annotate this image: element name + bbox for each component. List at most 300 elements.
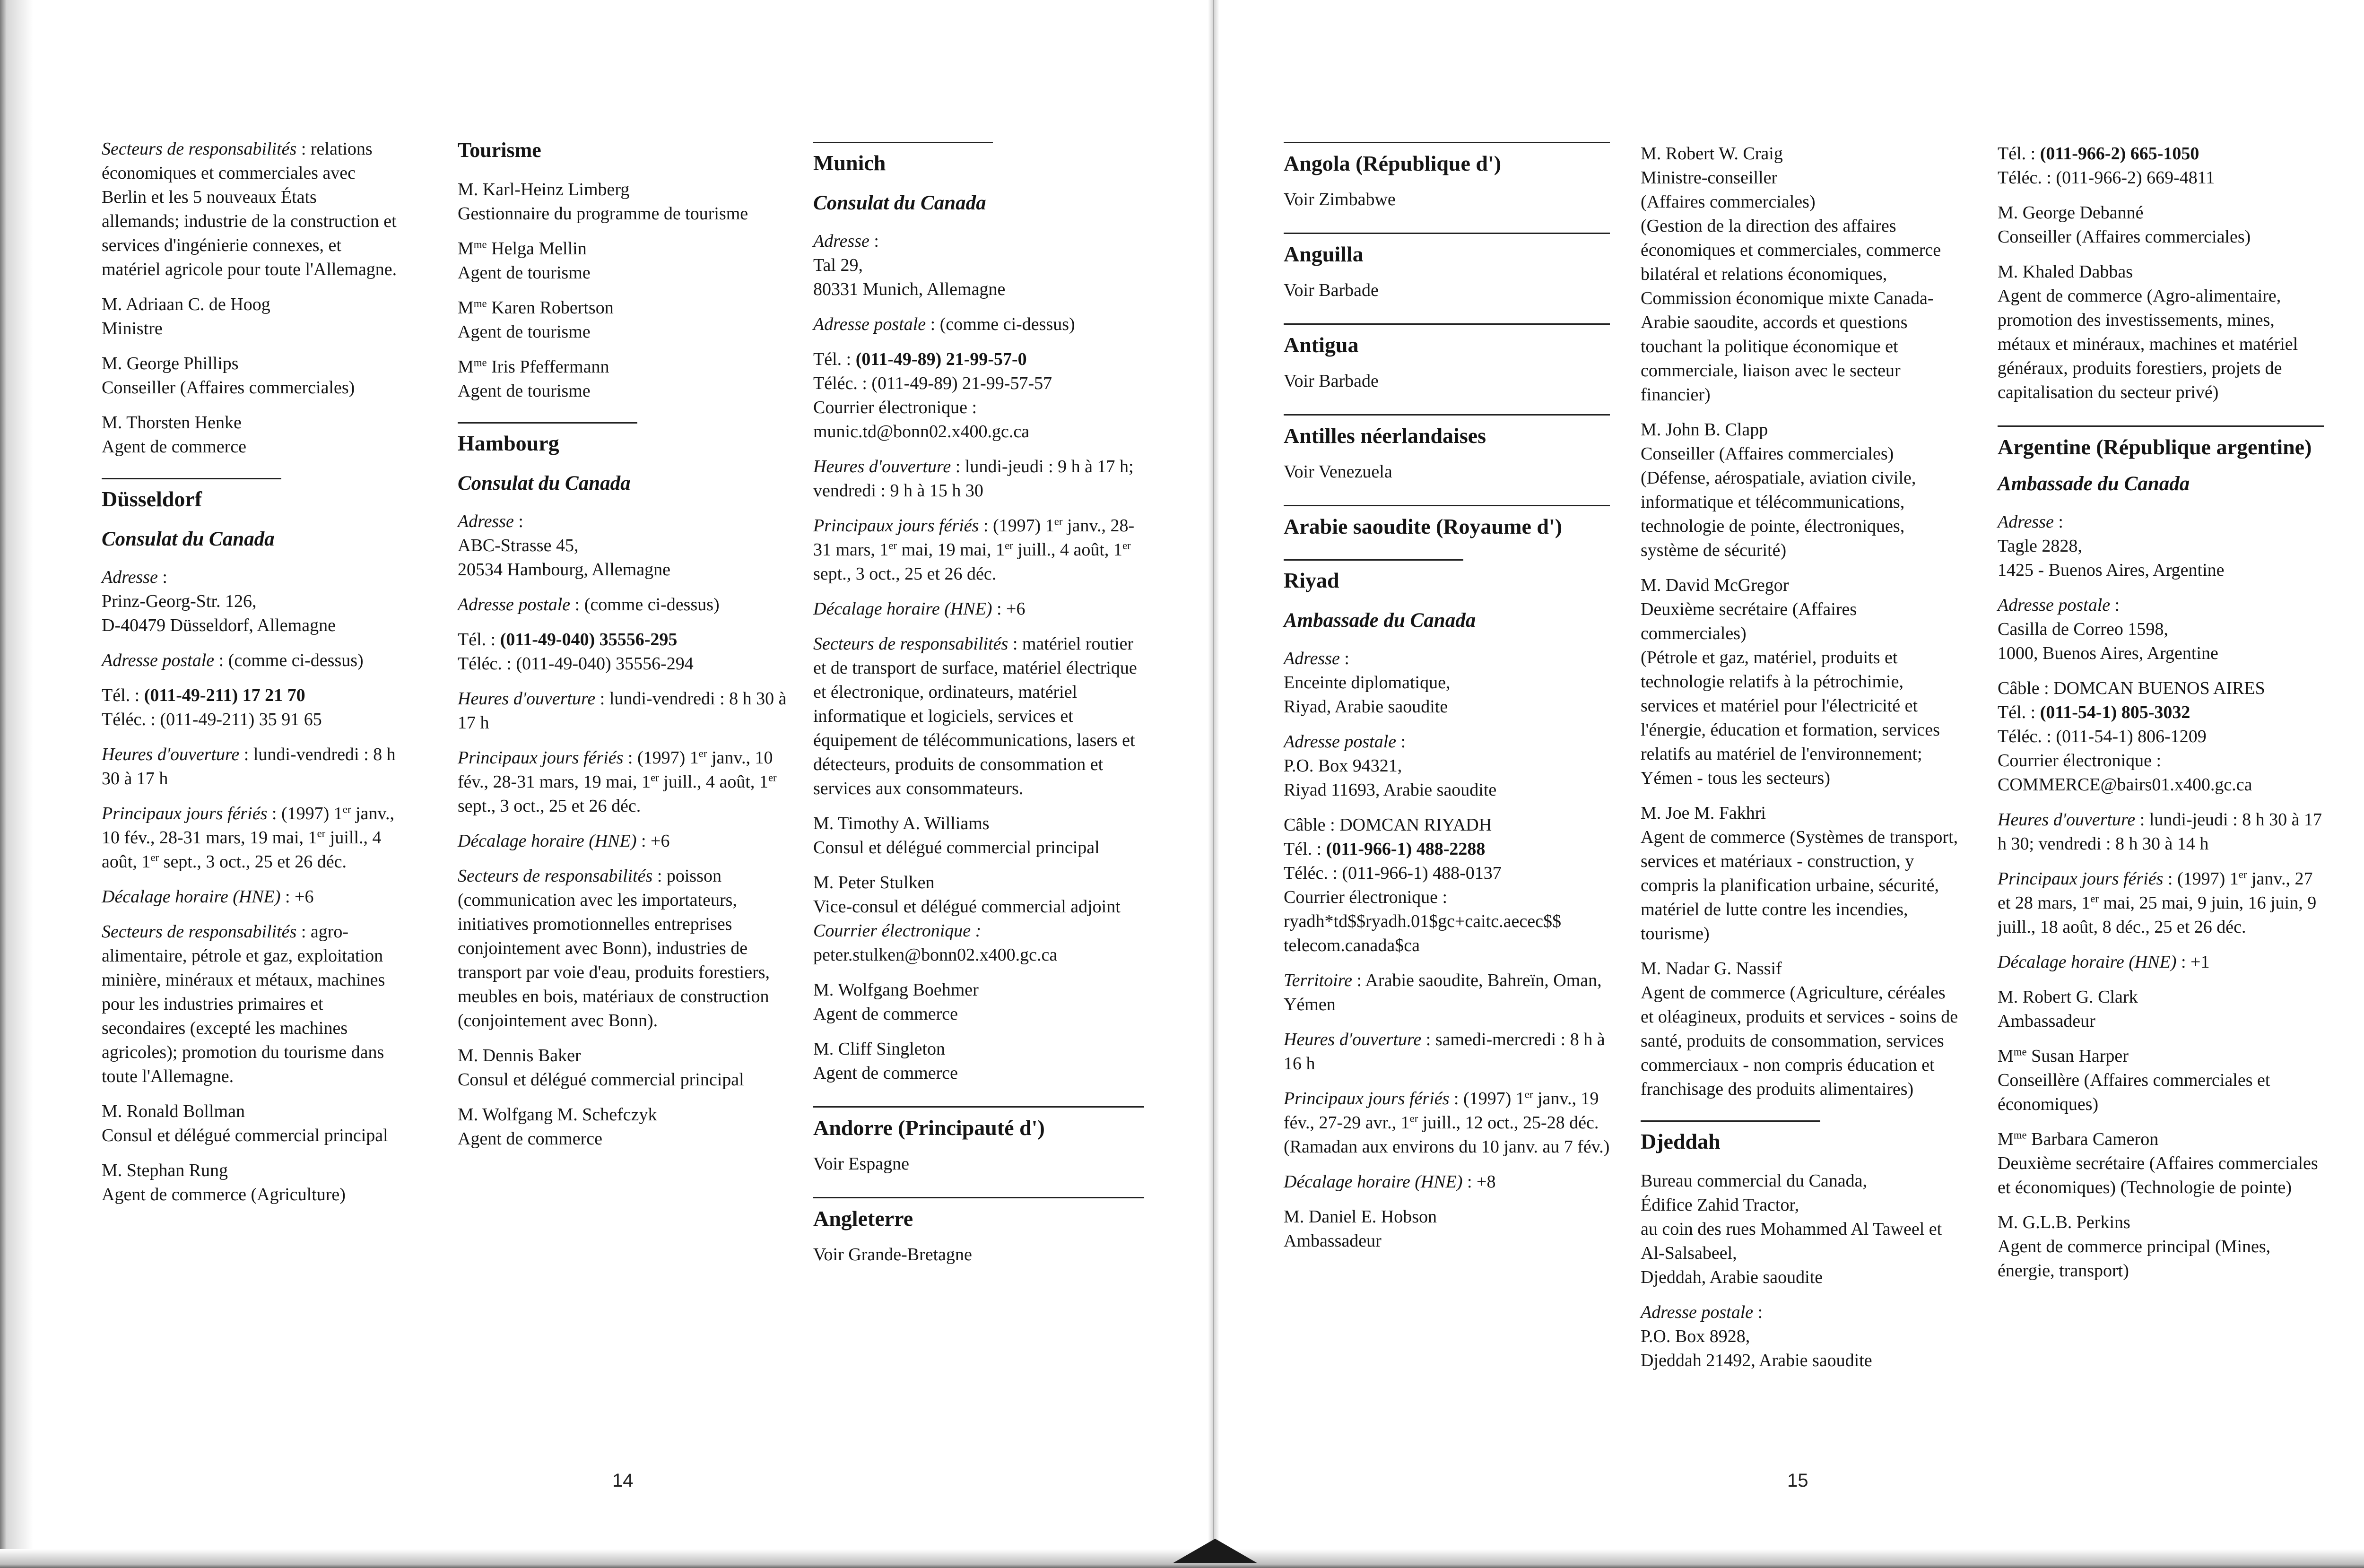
field-text: : +1 [2176, 952, 2210, 972]
field-label: Heures d'ouverture [1284, 1030, 1422, 1049]
superscript: me [473, 238, 487, 251]
field-text: : poisson (communication avec les importateurs, initiatives promotionnelles entreprises conjointement avec Bonn), industries de transport par voie d'eau, produits forestiers, meubles en bois, matériaux de construction (conjointement avec Bonn). [458, 866, 770, 1031]
contact-title: Agent de tourisme [458, 381, 591, 401]
column-2 [458, 137, 789, 1162]
field-text: : +8 [1462, 1172, 1496, 1192]
contact-name: M. Daniel E. Hobson [1284, 1207, 1437, 1227]
email-label: Courrier électronique : [813, 921, 982, 941]
hours-block [458, 687, 789, 735]
responsibilities-paragraph [813, 632, 1144, 801]
contact-entry [458, 1044, 789, 1092]
holidays-block [1998, 867, 2324, 939]
phone-number: (011-49-211) 17 21 70 [144, 685, 305, 705]
contact-name: M. Adriaan C. de Hoog [102, 295, 270, 314]
contact-title: Agent de commerce [813, 1063, 958, 1083]
contact-entry [1998, 1211, 2324, 1283]
office-heading: Ambassade du Canada [1998, 473, 2190, 495]
country-rule [813, 1197, 1144, 1198]
address-line: Casilla de Correo 1598, [1998, 619, 2168, 639]
country-heading: Antilles néerlandaises [1284, 424, 1486, 448]
field-label: Adresse postale [102, 650, 215, 670]
field-text: : (1997) 1 [267, 804, 343, 823]
address-line: Tagle 2828, [1998, 536, 2082, 556]
contact-description: Agent de commerce (Agro-alimentaire, promotion des investissements, mines, métaux et minéraux, machines et matériel généraux, produits forestiers, projets de capitalisation du secteur privé) [1998, 286, 2298, 402]
address-block: Adresse : Prinz-Georg-Str. 126, D-40479 Düsseldorf, Allemagne [102, 567, 336, 635]
field-text: janv., 19 fév., 27-29 avr., 1 [1284, 1089, 1599, 1133]
phone-number: (011-49-89) 21-99-57-0 [855, 349, 1027, 369]
cross-reference: Voir Venezuela [1284, 462, 1392, 482]
superscript: er [2238, 868, 2247, 881]
section-rule [1284, 559, 1463, 561]
holidays-block [813, 514, 1144, 586]
contact-name: M. Robert W. Craig [1641, 144, 1783, 164]
cable-address: Câble : DOMCAN RIYADH [1284, 815, 1492, 835]
contact-title: Ministre-conseiller [1641, 168, 1778, 188]
field-label: Adresse postale [1641, 1302, 1754, 1322]
office-heading: Consulat du Canada [102, 528, 275, 550]
holidays-block [458, 746, 789, 818]
field-label: Adresse [102, 567, 158, 587]
contact-name: M. Thorsten Henke [102, 413, 242, 433]
contact-title: Vice-consul et délégué commercial adjoint [813, 897, 1121, 917]
fax-number: Téléc. : (011-49-040) 35556-294 [458, 654, 694, 674]
contact-title: Deuxième secrétaire (Affaires commerciales) [1641, 599, 1857, 643]
country-heading: Andorre (Principauté d') [813, 1116, 1045, 1140]
contact-name: M. Joe M. Fakhri [1641, 803, 1766, 823]
field-text: : relations économiques et commerciales avec Berlin et les 5 nouveaux États allemands; industrie de la construction et services d'ingénierie connexes, et matériel agricole pour toute l'Allemagne. [102, 139, 397, 279]
contact-description: (Pétrole et gaz, matériel, produits et technologie relatifs à la pétrochimie, services et matériel pour l'électricité et l'énergie, éducation et formation, services relatifs au matériel de l'environnement; Yémen - tous les secteurs) [1641, 648, 1940, 788]
superscript: me [473, 356, 487, 369]
superscript: er [1005, 539, 1013, 552]
address-line: 1425 - Buenos Aires, Argentine [1998, 560, 2225, 580]
superscript: er [1524, 1088, 1533, 1100]
section-rule [813, 142, 993, 143]
contact-title: Agent de commerce [458, 1129, 602, 1149]
field-label: Principaux jours fériés [1998, 869, 2164, 889]
field-text: : +6 [636, 831, 670, 851]
contact-entry [1998, 1044, 2324, 1117]
field-text: : (1997) 1 [2163, 869, 2239, 889]
email-address: peter.stulken@bonn02.x400.gc.ca [813, 945, 1058, 965]
superscript: me [2013, 1129, 2027, 1141]
address-line: P.O. Box 94321, [1284, 756, 1402, 776]
phone-block [1998, 676, 2324, 797]
phone-block [1998, 142, 2324, 190]
address-line: Prinz-Georg-Str. 126, [102, 591, 257, 611]
contact-entry [102, 352, 397, 400]
contact-name: M. George Debanné [1998, 203, 2144, 223]
column-4 [1284, 142, 1610, 1264]
cross-reference: Voir Grande-Bretagne [813, 1245, 972, 1265]
contact-title: Agent de commerce [102, 437, 246, 457]
city-heading: Riyad [1284, 568, 1339, 592]
field-text: janv., 27 et 28 mars, 1 [1998, 869, 2313, 913]
contact-name: M. Karl-Heinz Limberg [458, 180, 630, 199]
field-text: janv., 28-31 mars, 1 [813, 516, 1135, 560]
address-line: Riyad, Arabie saoudite [1284, 697, 1448, 717]
superscript: me [2013, 1046, 2027, 1058]
contact-name: M. Ronald Bollman [102, 1101, 245, 1121]
city-heading: Djeddah [1641, 1129, 1721, 1153]
page-number: 15 [1787, 1470, 1808, 1491]
superscript: er [888, 539, 897, 552]
contact-name: M. John B. Clapp [1641, 420, 1768, 440]
contact-entry [458, 355, 789, 403]
field-text: : +6 [992, 599, 1026, 619]
contact-title: Consul et délégué commercial principal [813, 838, 1100, 858]
address-line: Enceinte diplomatique, [1284, 673, 1451, 693]
country-heading: Angleterre [813, 1206, 913, 1230]
phone-label: Tél. : [813, 349, 856, 369]
honorific: M [1998, 1046, 2014, 1066]
contact-entry [458, 296, 789, 344]
section-heading: Tourisme [458, 139, 541, 162]
contact-title: Deuxième secrétaire (Affaires commerciales et économiques) (Technologie de pointe) [1998, 1153, 2318, 1197]
timezone-block [102, 885, 397, 909]
contact-entry [102, 1159, 397, 1207]
phone-label: Tél. : [458, 630, 500, 650]
contact-entry [1641, 573, 1962, 790]
contact-name: M. Wolfgang M. Schefczyk [458, 1105, 657, 1125]
address-line: 80331 Munich, Allemagne [813, 279, 1006, 299]
country-rule [1284, 233, 1610, 234]
contact-name: Helga Mellin [487, 239, 587, 259]
fax-number: Téléc. : (011-54-1) 806-1209 [1998, 727, 2207, 746]
timezone-block [1284, 1170, 1610, 1194]
field-text: juill., 12 oct., 25-28 déc. (Ramadan aux environs du 10 janv. au 7 fév.) [1284, 1113, 1610, 1157]
field-label: Heures d'ouverture [102, 745, 240, 764]
field-label: Décalage horaire (HNE) [1998, 952, 2177, 972]
field-text: sept., 3 oct., 25 et 26 déc. [813, 564, 997, 584]
field-label: Secteurs de responsabilités [458, 866, 653, 886]
contact-description: Agent de commerce (Systèmes de transport, services et matériaux - construction, y compris la planification urbaine, sécurité, matériel de lutte contre les incendies, tourisme) [1641, 827, 1958, 944]
postal-address: Adresse postale : P.O. Box 8928, Djeddah 21492, Arabie saoudite [1641, 1302, 1872, 1370]
country-rule [813, 1106, 1144, 1108]
column-1 [102, 137, 397, 1218]
phone-number: (011-49-040) 35556-295 [500, 630, 678, 650]
contact-entry [1998, 985, 2324, 1033]
fax-number: Téléc. : (011-49-89) 21-99-57-57 [813, 373, 1052, 393]
field-text: janv., 10 fév., 28-31 mars, 19 mai, 1 [102, 804, 394, 848]
field-text: : lundi-jeudi : 8 h 30 à 17 h 30; vendredi : 8 h 30 à 14 h [1998, 810, 2322, 854]
address-line: Djeddah, Arabie saoudite [1641, 1267, 1823, 1287]
contact-entry [1641, 801, 1962, 946]
postal-address [102, 649, 397, 673]
contact-name: M. Peter Stulken [813, 873, 935, 892]
address-line: au coin des rues Mohammed Al Taweel et Al-Salsabeel, [1641, 1219, 1942, 1263]
address-line: ABC-Strasse 45, [458, 536, 579, 555]
contact-entry [813, 978, 1144, 1026]
address-line: 20534 Hambourg, Allemagne [458, 560, 670, 580]
superscript: er [342, 803, 351, 815]
contact-name: M. George Phillips [102, 354, 239, 373]
phone-number: (011-54-1) 805-3032 [2040, 702, 2190, 722]
field-label: Adresse postale [1284, 732, 1397, 752]
contact-name: Iris Pfeffermann [487, 357, 609, 377]
address-block: Adresse : ABC-Strasse 45, 20534 Hambourg, Allemagne [458, 511, 670, 580]
superscript: er [1054, 515, 1063, 528]
contact-title: Ministre [102, 319, 163, 338]
contact-entry [1998, 260, 2324, 405]
field-label: Secteurs de responsabilités [102, 139, 297, 159]
email-label: Courrier électronique : [813, 398, 977, 417]
fax-number: Téléc. : (011-49-211) 35 91 65 [102, 710, 322, 729]
superscript: er [317, 827, 326, 840]
contact-entry [458, 237, 789, 285]
contact-entry [1641, 957, 1962, 1101]
superscript: er [1122, 539, 1131, 552]
city-heading: Düsseldorf [102, 487, 202, 511]
cross-reference: Voir Barbade [1284, 371, 1379, 391]
field-label: Heures d'ouverture [458, 689, 596, 709]
contact-title: Agent de tourisme [458, 322, 591, 342]
superscript: er [2090, 892, 2099, 905]
section-rule [1641, 1120, 1820, 1122]
field-label: Heures d'ouverture [813, 457, 951, 476]
city-heading: Munich [813, 151, 886, 175]
contact-name: M. Dennis Baker [458, 1046, 581, 1066]
field-text: juill., 4 août, 1 [102, 828, 382, 872]
email-label: Courrier électronique : [1284, 887, 1448, 907]
country-rule [1284, 142, 1610, 143]
country-rule [1284, 414, 1610, 416]
country-heading: Angola (République d') [1284, 151, 1502, 175]
field-label: Décalage horaire (HNE) [1284, 1172, 1463, 1192]
country-rule [1998, 425, 2324, 427]
contact-title: Ambassadeur [1284, 1231, 1382, 1251]
hours-block [1284, 1028, 1610, 1076]
contact-entry [458, 1103, 789, 1151]
field-label: Adresse [458, 511, 514, 531]
field-text: : agro-alimentaire, pétrole et gaz, exploitation minière, minéraux et métaux, machines pour les industries primaires et secondaires (excepté les machines agricoles); promotion du tourisme dans toute l'Allemagne. [102, 922, 385, 1086]
contact-title: Consul et délégué commercial principal [458, 1070, 744, 1090]
field-label: Principaux jours fériés [1284, 1089, 1450, 1109]
contact-entry [813, 812, 1144, 860]
field-text: : (1997) 1 [1449, 1089, 1525, 1109]
contact-entry [813, 1037, 1144, 1085]
field-text: : (1997) 1 [623, 748, 699, 768]
page-number: 14 [612, 1470, 634, 1491]
phone-number: (011-966-1) 488-2288 [1326, 839, 1486, 859]
field-label: Décalage horaire (HNE) [458, 831, 637, 851]
contact-name: M. Stephan Rung [102, 1161, 228, 1180]
cross-reference: Voir Barbade [1284, 280, 1379, 300]
field-text: juill., 4 août, 1 [1013, 540, 1122, 560]
field-text: mai, 25 mai, 9 juin, 16 juin, 9 juill., 18 août, 8 déc., 25 et 26 déc. [1998, 893, 2317, 937]
contact-entry [1284, 1205, 1610, 1253]
address-line: D-40479 Düsseldorf, Allemagne [102, 615, 336, 635]
address-block: Adresse : Enceinte diplomatique, Riyad, Arabie saoudite [1284, 649, 1451, 717]
territory-block [1284, 969, 1610, 1017]
email-label: Courrier électronique : [1998, 751, 2162, 771]
office-heading: Ambassade du Canada [1284, 609, 1476, 632]
contact-entry [1641, 142, 1962, 407]
book-gutter [1208, 0, 1219, 1568]
contact-entry [102, 411, 397, 459]
field-text: : +6 [280, 887, 314, 907]
contact-title: Agent de commerce [813, 1004, 958, 1024]
field-label: Décalage horaire (HNE) [813, 599, 992, 619]
superscript: er [651, 771, 659, 784]
contact-entry [1641, 418, 1962, 563]
field-label: Adresse postale [458, 595, 571, 615]
superscript: me [473, 297, 487, 310]
field-text: sept., 3 oct., 25 et 26 déc. [458, 796, 641, 816]
postal-address [813, 312, 1144, 337]
contact-name: M. Nadar G. Nassif [1641, 959, 1782, 979]
address-line: P.O. Box 8928, [1641, 1326, 1750, 1346]
address-block: Adresse : Tal 29, 80331 Munich, Allemagne [813, 231, 1006, 299]
contact-description: (Défense, aérospatiale, aviation civile, informatique et télécommunications, technologie de pointe, électroniques, système de sécurité) [1641, 468, 1916, 560]
phone-label: Tél. : [102, 685, 144, 705]
contact-description: Agent de commerce (Agriculture, céréales et oléagineux, produits et services - soins de santé, produits de consommation, services commerciaux - non compris éducation et franchisage des produits alimentaires) [1641, 983, 1958, 1099]
superscript: er [1409, 1112, 1418, 1125]
timezone-block [458, 829, 789, 853]
contact-title: Conseiller (Affaires commerciales) [1998, 227, 2251, 247]
field-text: : (comme ci-dessus) [570, 595, 720, 615]
contact-title: Gestionnaire du programme de tourisme [458, 204, 748, 224]
contact-entry [813, 871, 1144, 967]
address-line: Riyad 11693, Arabie saoudite [1284, 780, 1497, 800]
responsibilities-paragraph [102, 137, 397, 282]
hours-block [813, 455, 1144, 503]
contact-title: Conseiller (Affaires commerciales) [102, 378, 355, 398]
fax-number: Téléc. : (011-966-1) 488-0137 [1284, 863, 1502, 883]
field-text: sept., 3 oct., 25 et 26 déc. [159, 852, 347, 872]
city-heading: Hambourg [458, 431, 559, 455]
honorific: M [458, 298, 474, 318]
contact-name: Barbara Cameron [2026, 1129, 2159, 1149]
holidays-block [102, 802, 397, 874]
phone-label: Tél. : [1284, 839, 1326, 859]
contact-name: M. David McGregor [1641, 575, 1789, 595]
contact-entry [1998, 1127, 2324, 1200]
phone-block [1284, 813, 1610, 958]
field-label: Adresse [1998, 512, 2054, 532]
office-heading: Consulat du Canada [813, 192, 986, 214]
field-text: : lundi-jeudi : 9 h à 17 h; vendredi : 9 h à 15 h 30 [813, 457, 1134, 501]
superscript: er [768, 771, 777, 784]
field-text: : samedi-mercredi : 8 h à 16 h [1284, 1030, 1605, 1074]
honorific: M [1998, 1129, 2014, 1149]
honorific: M [458, 357, 474, 377]
address-line: Édifice Zahid Tractor, [1641, 1195, 1799, 1215]
field-text: : (1997) 1 [979, 516, 1054, 536]
responsibilities-paragraph [458, 864, 789, 1033]
spine-clip-icon [1173, 1535, 1258, 1563]
field-label: Adresse [813, 231, 869, 251]
field-text: : (comme ci-dessus) [214, 650, 364, 670]
superscript: er [698, 747, 707, 760]
field-text: : matériel routier et de transport de surface, matériel électrique et électronique, ordinateurs, matériel informatique et logiciels, services et équipement de télécommunications, lasers et détecteurs, produits de consommation et services aux consommateurs. [813, 634, 1137, 798]
field-label: Adresse postale [813, 314, 926, 334]
contact-title: (Affaires commerciales) [1641, 192, 1816, 212]
column-5 [1641, 142, 1962, 1384]
field-label: Secteurs de responsabilités [813, 634, 1008, 654]
phone-block [102, 684, 397, 732]
honorific: M [458, 239, 474, 259]
fax-number: Téléc. : (011-966-2) 669-4811 [1998, 168, 2215, 188]
field-label: Secteurs de responsabilités [102, 922, 297, 942]
field-label: Heures d'ouverture [1998, 810, 2136, 830]
field-text: : lundi-vendredi : 8 h 30 à 17 h [458, 689, 787, 733]
postal-address: Adresse postale : P.O. Box 94321, Riyad 11693, Arabie saoudite [1284, 732, 1497, 800]
cross-reference: Voir Zimbabwe [1284, 190, 1396, 209]
office-address [1641, 1169, 1962, 1290]
field-text: mai, 19 mai, 1 [897, 540, 1005, 560]
section-rule [102, 478, 281, 479]
email-address: ryadh*td$$ryadh.01$gc+caitc.aecec$$ [1284, 911, 1561, 931]
country-heading: Arabie saoudite (Royaume d') [1284, 514, 1563, 538]
field-label: Décalage horaire (HNE) [102, 887, 281, 907]
field-text: : (comme ci-dessus) [926, 314, 1075, 334]
timezone-block [1998, 950, 2324, 974]
field-label: Territoire [1284, 970, 1353, 990]
address-line: Bureau commercial du Canada, [1641, 1171, 1868, 1191]
column-3 [813, 142, 1144, 1286]
contact-entry [102, 293, 397, 341]
contact-title: Conseiller (Affaires commerciales) [1641, 444, 1894, 464]
phone-label: Tél. : [1998, 144, 2040, 164]
cross-reference: Voir Espagne [813, 1154, 909, 1174]
contact-entry [102, 1100, 397, 1148]
country-rule [1284, 505, 1610, 506]
phone-block [458, 628, 789, 676]
responsibilities-paragraph [102, 920, 397, 1089]
field-text: : Arabie saoudite, Bahreïn, Oman, Yémen [1284, 970, 1602, 1014]
contact-name: M. Khaled Dabbas [1998, 262, 2133, 282]
contact-title: Agent de tourisme [458, 263, 591, 283]
field-text: janv., 10 fév., 28-31 mars, 19 mai, 1 [458, 748, 773, 792]
hours-block [102, 743, 397, 791]
country-heading: Antigua [1284, 333, 1359, 357]
contact-title: Agent de commerce (Agriculture) [102, 1185, 346, 1204]
contact-name: M. Robert G. Clark [1998, 987, 2138, 1007]
field-label: Principaux jours fériés [813, 516, 979, 536]
contact-name: Karen Robertson [487, 298, 614, 318]
address-block: Adresse : Tagle 2828, 1425 - Buenos Aires, Argentine [1998, 512, 2225, 580]
phone-number: (011-966-2) 665-1050 [2040, 144, 2199, 164]
country-heading: Argentine (République argentine) [1998, 435, 2312, 459]
contact-name: M. Cliff Singleton [813, 1039, 946, 1059]
phone-label: Tél. : [1998, 702, 2040, 722]
contact-name: M. Wolfgang Boehmer [813, 980, 979, 1000]
postal-address: Adresse postale : Casilla de Correo 1598, 1000, Buenos Aires, Argentine [1998, 595, 2218, 663]
contact-name: M. G.L.B. Perkins [1998, 1213, 2130, 1232]
address-line: Tal 29, [813, 255, 863, 275]
address-line: 1000, Buenos Aires, Argentine [1998, 643, 2218, 663]
email-address: telecom.canada$ca [1284, 936, 1420, 955]
contact-description: (Gestion de la direction des affaires économiques et commerciales, commerce bilatéral et relations économiques, Commission économique mixte Canada-Arabie saoudite, accords et questions touchant la politique économique et commerciale, liaison avec le secteur financier) [1641, 216, 1941, 405]
hours-block [1998, 808, 2324, 856]
field-label: Principaux jours fériés [102, 804, 268, 823]
field-text: : lundi-vendredi : 8 h 30 à 17 h [102, 745, 396, 788]
cable-address: Câble : DOMCAN BUENOS AIRES [1998, 678, 2265, 698]
address-line: Djeddah 21492, Arabie saoudite [1641, 1351, 1872, 1370]
country-rule [1284, 323, 1610, 325]
field-label: Principaux jours fériés [458, 748, 624, 768]
contact-title: Conseillère (Affaires commerciales et économiques) [1998, 1070, 2270, 1114]
contact-title: Agent de commerce principal (Mines, énergie, transport) [1998, 1237, 2271, 1281]
field-label: Adresse [1284, 649, 1340, 668]
contact-title: Ambassadeur [1998, 1011, 2095, 1031]
postal-address [458, 593, 789, 617]
field-label: Adresse postale [1998, 595, 2111, 615]
timezone-block [813, 597, 1144, 621]
contact-entry [1998, 201, 2324, 249]
office-heading: Consulat du Canada [458, 472, 631, 494]
column-6 [1998, 142, 2324, 1294]
